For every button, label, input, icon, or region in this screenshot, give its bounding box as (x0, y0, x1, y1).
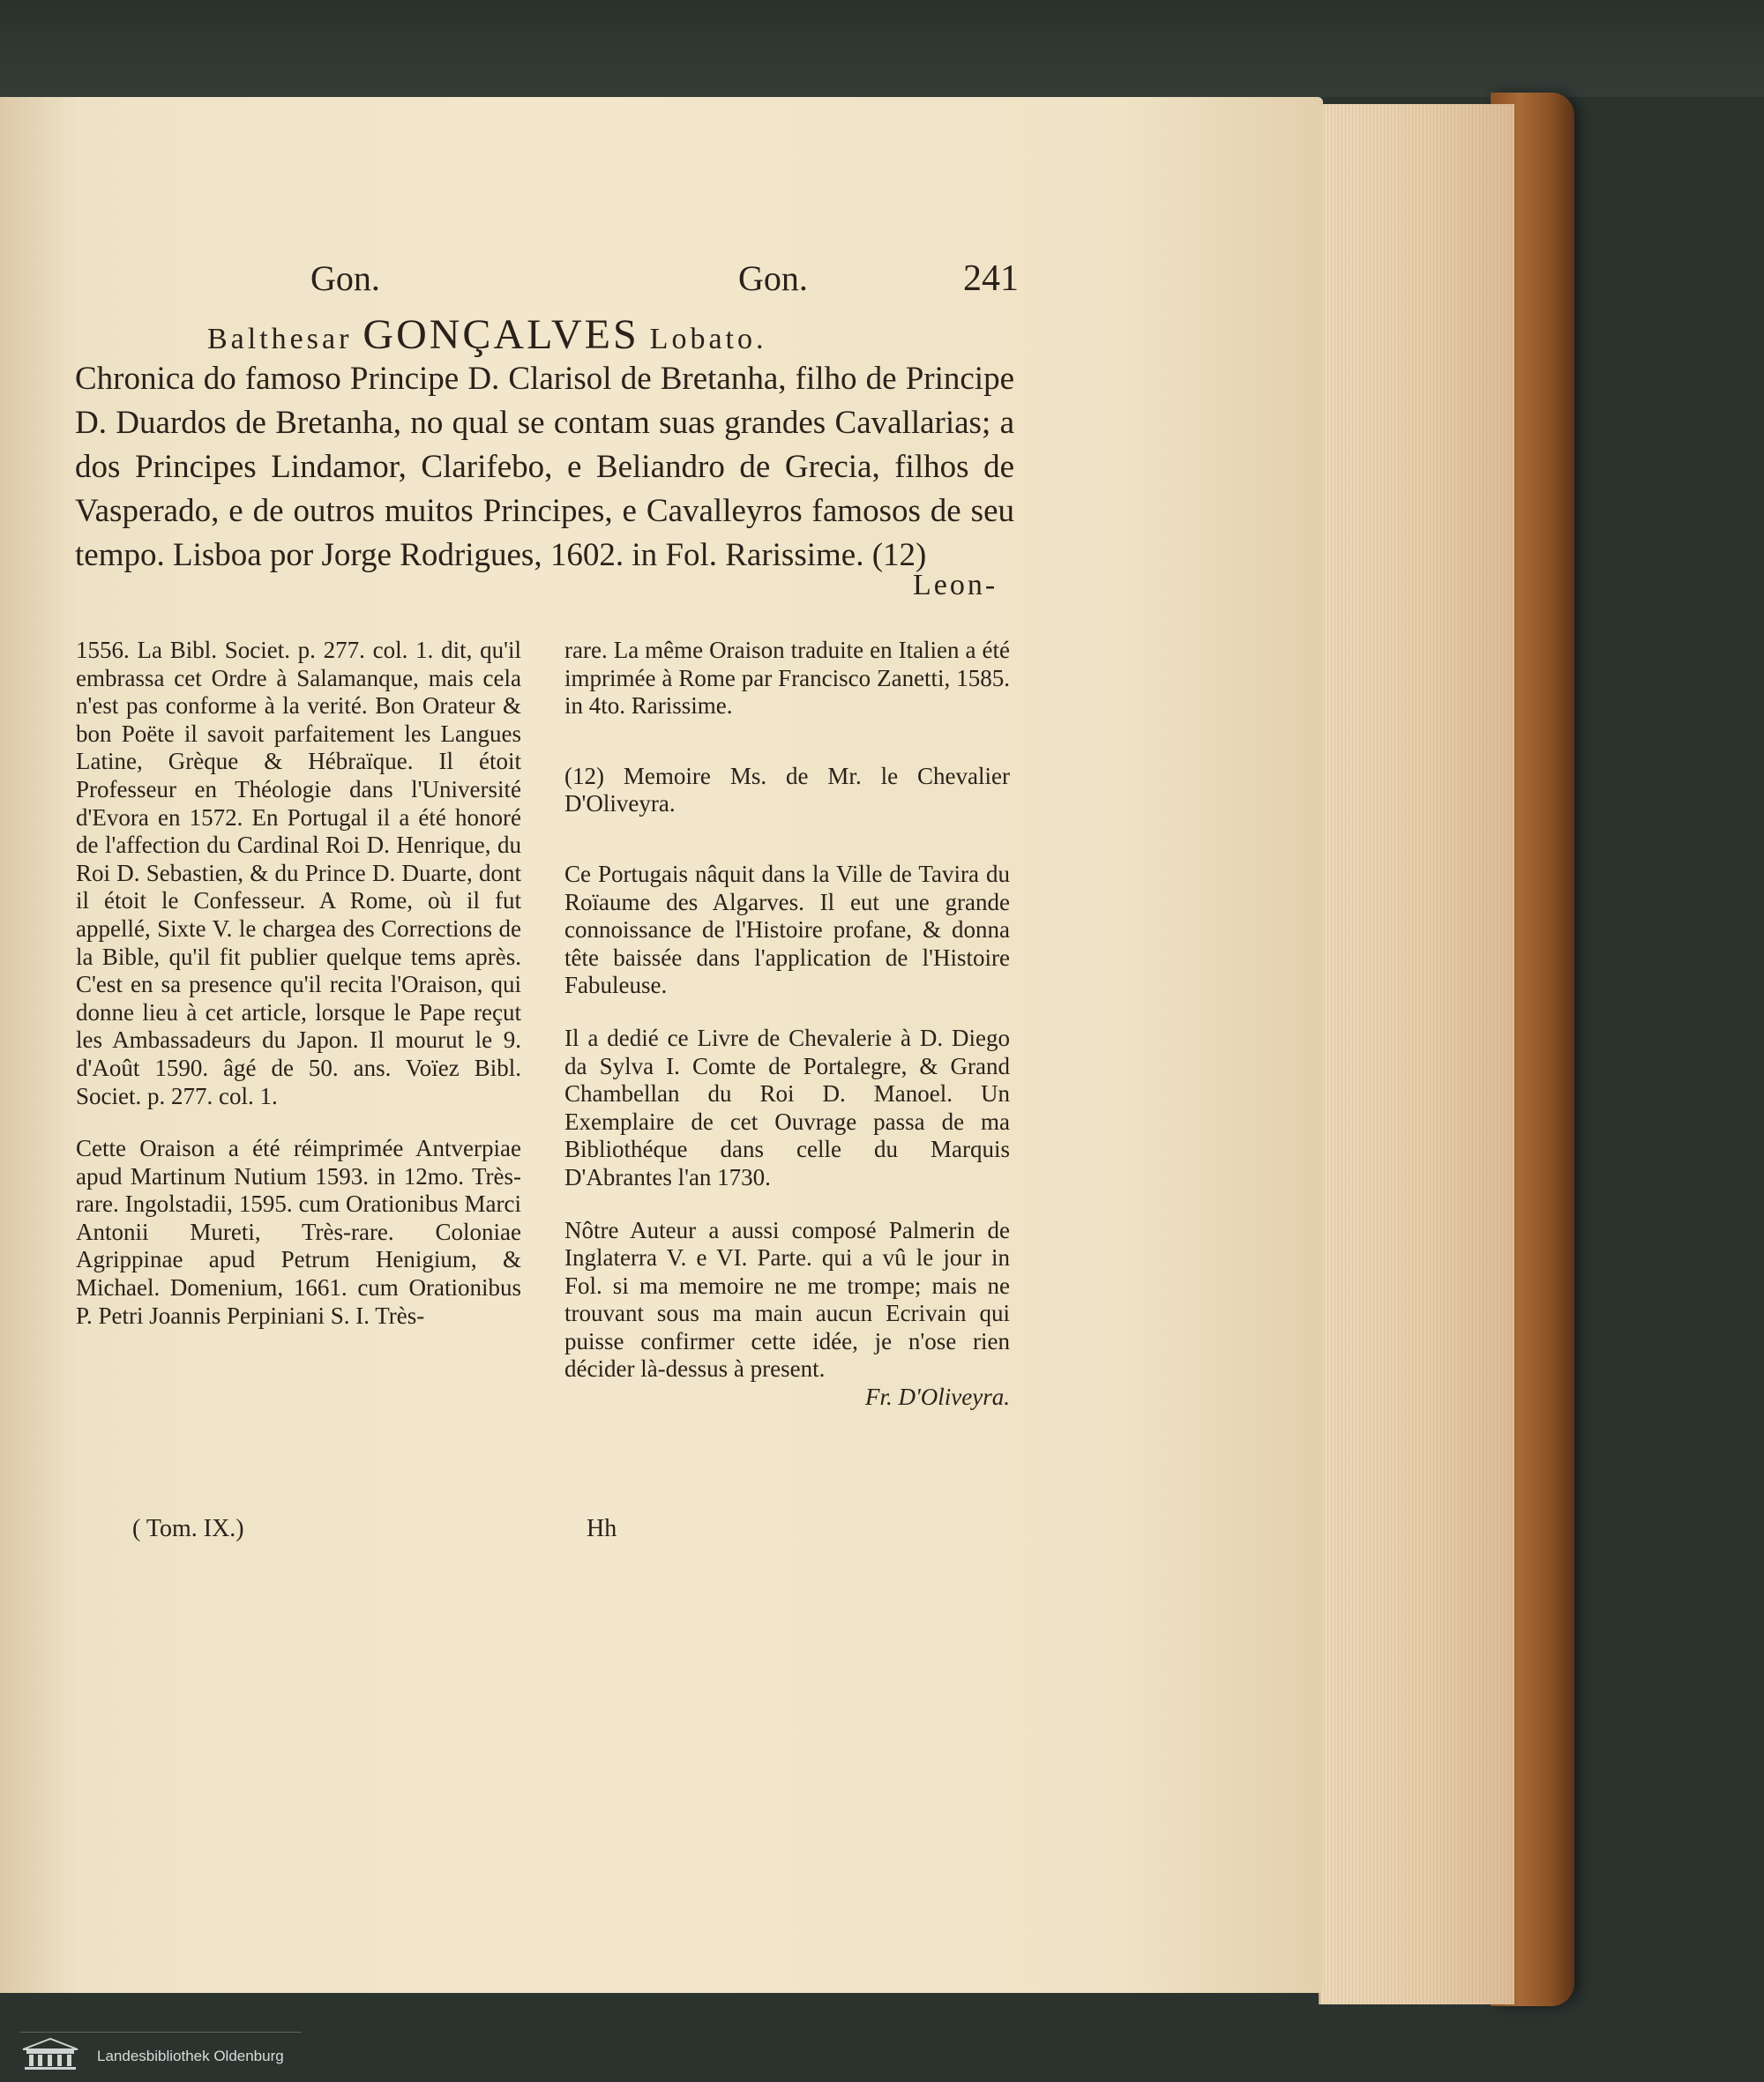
right-paragraph-4: Nôtre Auteur a aussi composé Palmerin de Inglaterra V. e VI. Parte. qui a vû le jour in Fol. si ma memoire ne me trompe; mais ne trouvant sous ma main aucun Ecrivain qui puisse confirmer cette idée, je n'ose rien décider là-dessus à present. (564, 1216, 1010, 1383)
footnote: (12) Memoire Ms. de Mr. le Chevalier D'Oliveyra. (564, 762, 1010, 817)
author-last-name: Lobato. (649, 323, 767, 355)
library-name: Landesbibliothek Oldenburg (97, 2048, 284, 2064)
entry-author (207, 310, 1001, 359)
page-fore-edge (1319, 104, 1514, 2004)
running-head-center: Gon. (738, 258, 808, 298)
running-head-left: Gon. (310, 258, 380, 298)
right-column (564, 637, 1010, 1412)
entry-title: Chronica do famoso Principe D. Clarisol de Bretanha, filho de Principe D. Duardos de Bretanha, no qual se contam suas grandes Cavallarias; a dos Principes Lindamor, Clarifebo, e Beliandro de Grecia, filhos de Vasperado, e de outros muitos Principes, e Cavalleyros famosos de seu tempo. Lisboa por Jorge Rodrigues, 1602. in Fol. Rarissime. (12) (75, 361, 1014, 573)
left-paragraph-1: 1556. La Bibl. Societ. p. 277. col. 1. dit, qu'il embrassa cet Ordre à Salamanque, mais cela n'est pas conforme à la verité. Bon Orateur & bon Poëte il savoit parfaitement les Langues Latine, Grèque & Hébraïque. Il étoit Professeur en Théologie dans l'Université d'Evora en 1572. En Portugal il a été honoré de l'affection du Cardinal Roi D. Henrique, du Roi D. Sebastien, & du Prince D. Duarte, dont il étoit le Confesseur. A Rome, où il fut appellé, Sixte V. le chargea des Corrections de la Bible, qu'il fit publier quelque tems après. C'est en sa presence qu'il recita l'Oraison, qui donne lieu à cet article, lorsque le Pape reçut les Ambassadeurs du Japon. Il mourut le 9. d'Août 1590. âgé de 50. ans. Voïez Bibl. Societ. p. 277. col. 1. (76, 637, 521, 1109)
left-column (76, 637, 521, 1330)
page-number: 241 (963, 258, 1019, 299)
left-paragraph-2: Cette Oraison a été réimprimée Antverpiae apud Martinum Nutium 1593. in 12mo. Très-rare. Ingolstadii, 1595. cum Orationibus Marci Antonii Mureti, Très-rare. Coloniae Agrippinae apud Petrum Henigium, & Michael. Domenium, 1661. cum Orationibus P. Petri Joannis Perpiniani S. I. Très- (76, 1135, 521, 1329)
author-signature: Fr. D'Oliveyra. (865, 1384, 1010, 1411)
right-paragraph-3: Il a dedié ce Livre de Chevalerie à D. Diego da Sylva I. Comte de Portalegre, & Grand Chambellan du Roi D. Manoel. Un Exemplaire de cet Ouvrage passa de ma Bibliothéque dans celle du Marquis D'Abrantes l'an 1730. (564, 1024, 1010, 1190)
author-surname: GONÇALVES (363, 311, 639, 358)
volume-signature: ( Tom. IX.) (132, 1515, 244, 1542)
library-logo-icon (19, 2037, 81, 2071)
catchword: Leon- (913, 569, 998, 601)
author-first-name: Balthesar (207, 323, 353, 355)
right-paragraph-1: rare. La même Oraison traduite en Italien a été imprimée à Rome par Francisco Zanetti, 1585. in 4to. Rarissime. (564, 637, 1010, 720)
right-paragraph-2: Ce Portugais nâquit dans la Ville de Tavira du Roïaume des Algarves. Il eut une grande connoissance de l'Histoire profane, & donna tête baissée dans l'application de l'Histoire Fabuleuse. (564, 860, 1010, 999)
footer-rule (19, 2032, 302, 2033)
gathering-signature: Hh (587, 1515, 617, 1542)
background-top (0, 0, 1764, 97)
